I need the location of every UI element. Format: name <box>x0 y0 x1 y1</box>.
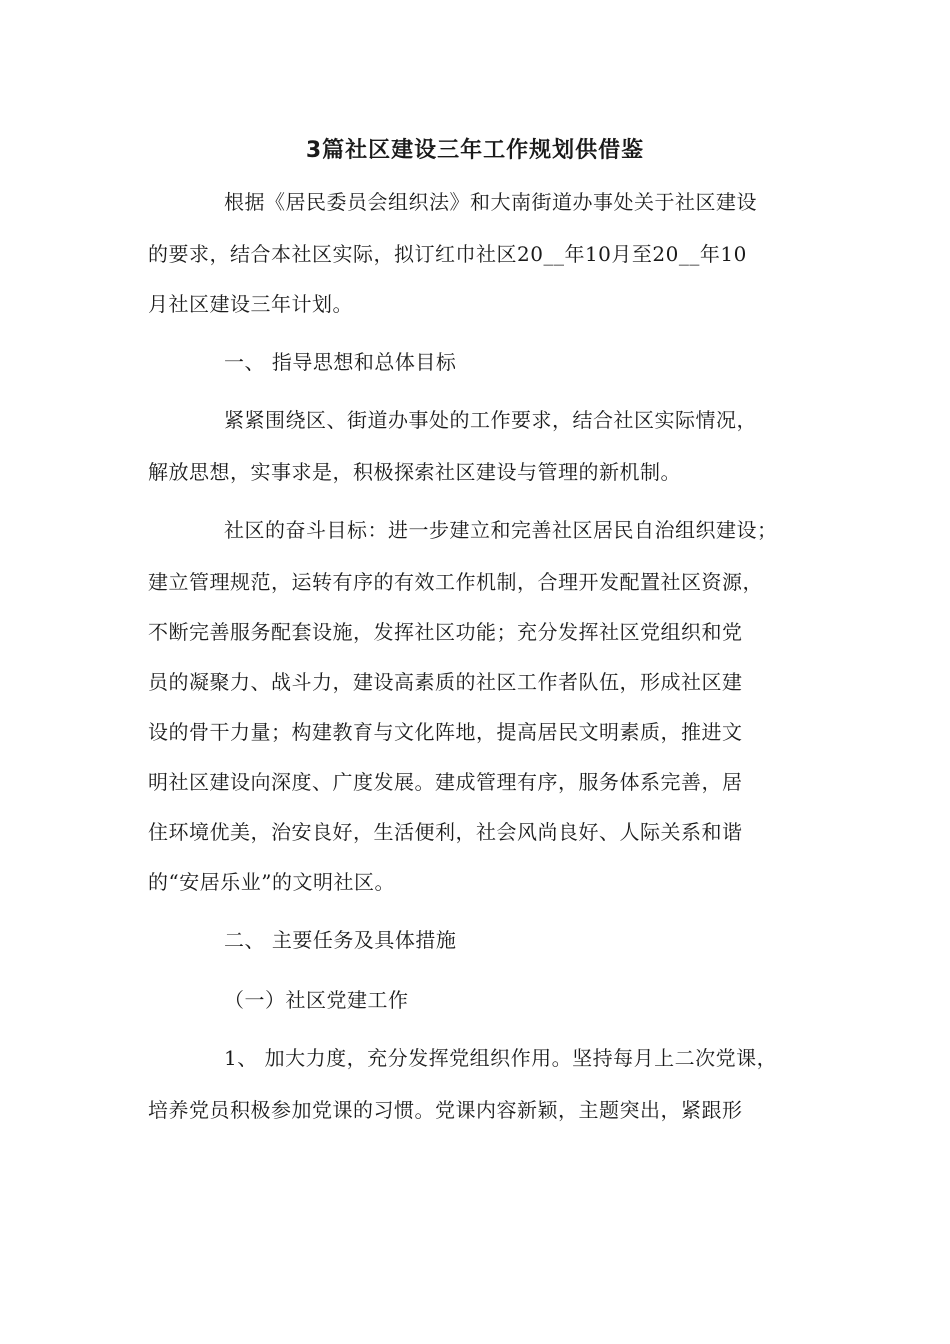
paragraph-line: 建立管理规范，运转有序的有效工作机制，合理开发配置社区资源， <box>148 570 763 594</box>
paragraph-line: 住环境优美，治安良好，生活便利，社会风尚良好、人际关系和谐 <box>148 820 743 844</box>
section-heading: 一、 指导思想和总体目标 <box>224 350 457 374</box>
paragraph-line: 根据《居民委员会组织法》和大南街道办事处关于社区建设 <box>224 190 757 214</box>
paragraph-line: 员的凝聚力、战斗力，建设高素质的社区工作者队伍，形成社区建 <box>148 670 743 694</box>
paragraph-line: 明社区建设向深度、广度发展。建成管理有序，服务体系完善，居 <box>148 770 743 794</box>
paragraph-line: 设的骨干力量；构建教育与文化阵地，提高居民文明素质，推进文 <box>148 720 743 744</box>
paragraph-line: 的“安居乐业”的文明社区。 <box>148 870 395 894</box>
paragraph-line: 培养党员积极参加党课的习惯。党课内容新颖，主题突出，紧跟形 <box>148 1098 743 1122</box>
subsection-heading: （一）社区党建工作 <box>224 988 409 1012</box>
paragraph-line: 紧紧围绕区、街道办事处的工作要求，结合社区实际情况， <box>224 408 757 432</box>
paragraph-line: 不断完善服务配套设施，发挥社区功能；充分发挥社区党组织和党 <box>148 620 743 644</box>
section-heading: 二、 主要任务及具体措施 <box>224 928 457 952</box>
paragraph-line: 解放思想，实事求是，积极探索社区建设与管理的新机制。 <box>148 460 681 484</box>
paragraph-line: 月社区建设三年计划。 <box>148 292 353 316</box>
paragraph-line: 1、 加大力度，充分发挥党组织作用。坚持每月上二次党课， <box>224 1046 778 1070</box>
paragraph-line: 的要求，结合本社区实际，拟订红巾社区20__年10月至20__年10 <box>148 242 747 266</box>
paragraph-line: 社区的奋斗目标：进一步建立和完善社区居民自治组织建设； <box>224 518 778 542</box>
document-title: 3篇社区建设三年工作规划供借鉴 <box>305 138 645 163</box>
